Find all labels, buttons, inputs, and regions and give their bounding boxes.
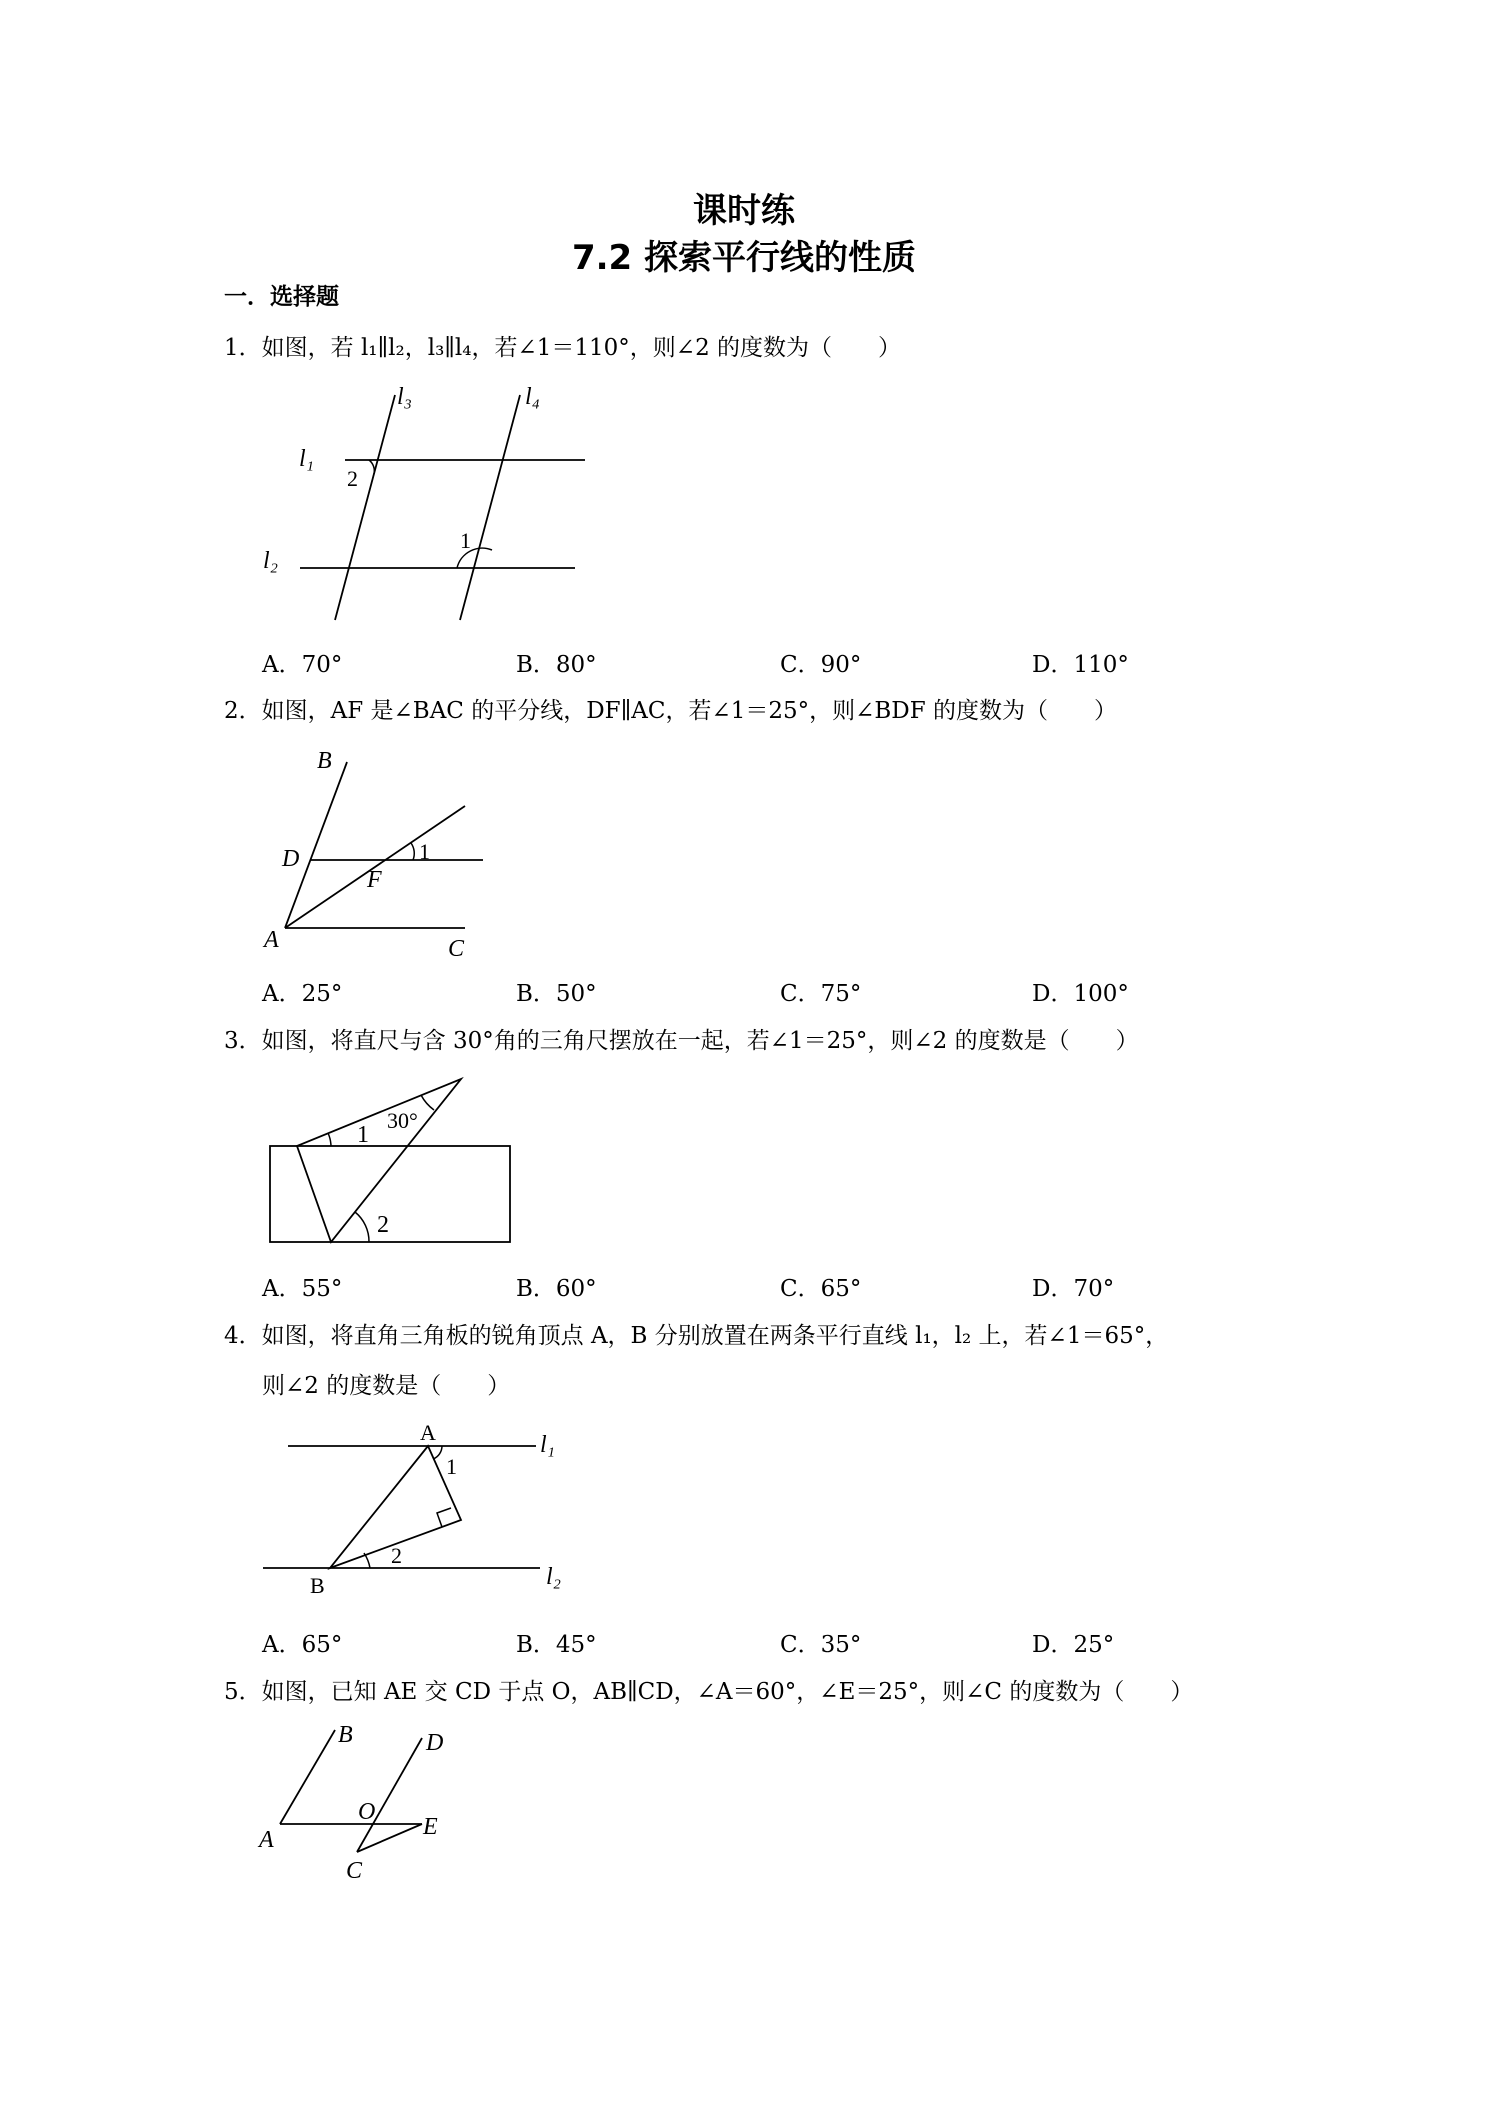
angle-1-arc: [411, 843, 414, 860]
angle-1-arc: [433, 1446, 442, 1459]
option-text: 90°: [820, 652, 862, 678]
option-text: 60°: [555, 1276, 597, 1302]
figure-q1: [255, 380, 595, 630]
label-l1: l₁: [299, 446, 315, 472]
label-c: C: [346, 1858, 363, 1884]
option-text: 65°: [820, 1276, 862, 1302]
option-text: 50°: [555, 981, 597, 1007]
page-subtitle: 7.2 探索平行线的性质: [571, 238, 917, 278]
question-stem: 如图，已知 AE 交 CD 于点 O，AB∥CD，∠A＝60°，∠E＝25°，则∠C 的度数为（ ）: [261, 1679, 1194, 1705]
option-a[interactable]: [262, 975, 342, 1008]
ruler: [270, 1146, 510, 1242]
angle-30-arc: [421, 1095, 434, 1110]
option-d[interactable]: [1032, 1626, 1114, 1659]
question-stem: 如图，将直尺与含 30°角的三角尺摆放在一起，若∠1＝25°，则∠2 的度数是（ ）: [261, 1028, 1139, 1054]
label-l2: l₂: [546, 1564, 562, 1590]
label-angle-2: 2: [391, 1543, 402, 1568]
question-number: 2．: [224, 698, 262, 724]
ray-ab: [285, 762, 347, 928]
option-b[interactable]: [516, 1270, 597, 1303]
option-letter: A．: [262, 652, 302, 678]
question-1: [224, 332, 901, 364]
option-letter: D．: [1032, 1276, 1074, 1302]
label-l3: l₃: [397, 384, 413, 410]
label-b: B: [338, 1722, 353, 1748]
label-l4: l₄: [525, 384, 541, 410]
option-text: 35°: [820, 1632, 862, 1658]
option-letter: A．: [262, 1276, 302, 1302]
option-b[interactable]: [516, 975, 597, 1008]
angle-1-arc: [328, 1133, 331, 1146]
line-l4: [460, 395, 520, 620]
option-a[interactable]: [262, 646, 342, 679]
label-angle-30: 30°: [387, 1108, 418, 1133]
option-text: 25°: [301, 981, 343, 1007]
label-e: E: [423, 1814, 438, 1840]
figure-q4: [258, 1418, 578, 1608]
option-letter: C．: [780, 981, 821, 1007]
option-text: 75°: [820, 981, 862, 1007]
option-d[interactable]: [1032, 975, 1129, 1008]
page-title: 课时练: [693, 191, 795, 231]
label-d: D: [282, 846, 300, 872]
option-letter: A．: [262, 1632, 302, 1658]
option-text: 100°: [1073, 981, 1129, 1007]
label-o: O: [358, 1799, 376, 1825]
question-4: [224, 1320, 1168, 1352]
option-d[interactable]: [1032, 1270, 1114, 1303]
option-text: 45°: [555, 1632, 597, 1658]
option-letter: B．: [516, 1276, 556, 1302]
option-letter: D．: [1032, 981, 1074, 1007]
option-text: 110°: [1073, 652, 1129, 678]
question-2: [224, 695, 1117, 727]
angle-2-arc: [355, 1212, 369, 1242]
option-letter: B．: [516, 1632, 556, 1658]
line-l3: [335, 395, 395, 620]
option-letter: C．: [780, 652, 821, 678]
question-number: 1．: [224, 335, 262, 361]
label-angle-2: 2: [377, 1212, 389, 1238]
section-heading: 一．选择题: [224, 284, 339, 310]
question-5: [224, 1676, 1193, 1708]
line-ce: [357, 1824, 422, 1852]
figure-q3: [265, 1072, 515, 1252]
option-d[interactable]: [1032, 646, 1129, 679]
label-angle-1: 1: [419, 839, 430, 864]
label-b: B: [317, 748, 332, 774]
question-number: 3．: [224, 1028, 262, 1054]
option-letter: A．: [262, 981, 302, 1007]
label-c: C: [448, 936, 465, 962]
option-letter: B．: [516, 652, 556, 678]
figure-q2: [255, 742, 515, 964]
label-d: D: [426, 1730, 444, 1756]
question-stem: 如图，将直角三角板的锐角顶点 A，B 分别放置在两条平行直线 l₁，l₂ 上，若∠1＝65°，: [261, 1323, 1169, 1349]
label-angle-1: 1: [357, 1122, 369, 1148]
label-b: B: [310, 1573, 325, 1598]
option-c[interactable]: [780, 646, 861, 679]
question-number: 4．: [224, 1323, 262, 1349]
question-4-line-2: 则∠2 的度数是（ ）: [262, 1373, 511, 1399]
option-text: 80°: [555, 652, 597, 678]
question-stem: 如图，AF 是∠BAC 的平分线，DF∥AC，若∠1＝25°，则∠BDF 的度数为（ ）: [261, 698, 1117, 724]
option-letter: D．: [1032, 652, 1074, 678]
option-a[interactable]: [262, 1270, 342, 1303]
figure-q5: [255, 1720, 485, 1890]
option-text: 55°: [301, 1276, 343, 1302]
line-cd: [357, 1738, 422, 1852]
label-angle-2: 2: [347, 466, 358, 491]
label-f: F: [367, 867, 382, 893]
option-text: 25°: [1073, 1632, 1115, 1658]
option-letter: D．: [1032, 1632, 1074, 1658]
line-ab: [280, 1730, 335, 1824]
label-l1: l₁: [540, 1432, 556, 1458]
label-angle-1: 1: [446, 1454, 457, 1479]
option-text: 70°: [1073, 1276, 1115, 1302]
label-a: A: [264, 927, 279, 953]
angle-2-arc: [369, 460, 374, 474]
option-c[interactable]: [780, 1270, 861, 1303]
option-text: 65°: [301, 1632, 343, 1658]
option-letter: B．: [516, 981, 556, 1007]
label-a: A: [420, 1420, 436, 1445]
option-b[interactable]: [516, 1626, 597, 1659]
option-c[interactable]: [780, 975, 861, 1008]
label-angle-1: 1: [460, 528, 471, 553]
option-letter: C．: [780, 1632, 821, 1658]
question-3: [224, 1025, 1139, 1057]
question-number: 5．: [224, 1679, 262, 1705]
option-c[interactable]: [780, 1626, 861, 1659]
question-stem: 如图，若 l₁∥l₂，l₃∥l₄，若∠1＝110°，则∠2 的度数为（ ）: [261, 335, 902, 361]
label-a: A: [259, 1827, 274, 1853]
option-text: 70°: [301, 652, 343, 678]
option-letter: C．: [780, 1276, 821, 1302]
option-b[interactable]: [516, 646, 597, 679]
option-a[interactable]: [262, 1626, 342, 1659]
label-l2: l₂: [263, 548, 279, 574]
